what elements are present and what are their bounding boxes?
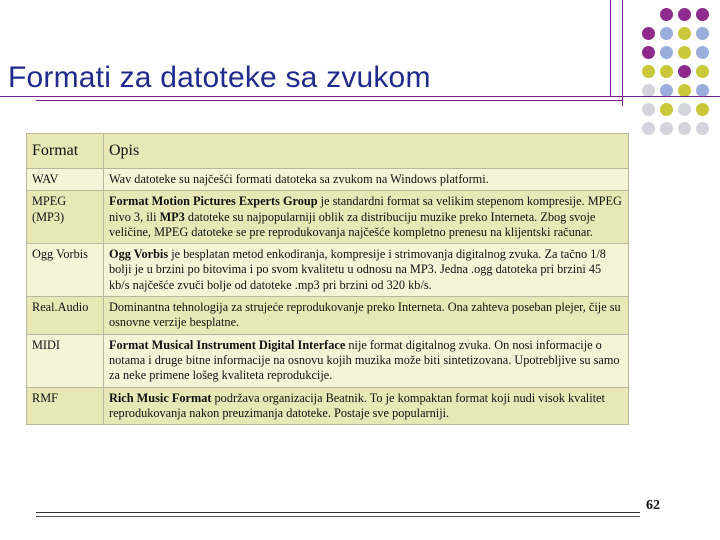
title-underline <box>0 96 720 97</box>
page-title: Formati za datoteke sa zvukom <box>8 61 431 94</box>
description-text: Dominantna tehnologija za strujeće reprodukovanje preko Interneta. Ona zahteva poseban plejer, čije su osnovne verzije besplatne. <box>109 300 621 330</box>
decorative-dot <box>678 27 691 40</box>
description-bold-text: Ogg Vorbis <box>109 247 169 262</box>
description-cell <box>104 169 629 191</box>
description-bold-text: Format Musical Instrument Digital Interface <box>109 337 346 352</box>
table-header-row <box>27 134 629 169</box>
table-row <box>27 334 629 387</box>
description-text: Wav datoteke su najčešći formati datoteka sa zvukom na Windows platformi. <box>109 172 489 186</box>
description-cell <box>104 191 629 244</box>
decorative-dot <box>660 8 673 21</box>
decorative-dot <box>660 46 673 59</box>
format-cell: Real.Audio <box>27 297 104 335</box>
description-cell <box>104 334 629 387</box>
decorative-dot <box>678 46 691 59</box>
format-cell: Ogg Vorbis <box>27 244 104 297</box>
decorative-dot <box>696 46 709 59</box>
description-cell <box>104 244 629 297</box>
decorative-dot <box>642 65 655 78</box>
decorative-dot <box>642 46 655 59</box>
decorative-dot <box>696 103 709 116</box>
decorative-dot <box>696 8 709 21</box>
footer-line <box>36 512 640 513</box>
table-row <box>27 191 629 244</box>
page-number: 62 <box>646 498 660 513</box>
table-row <box>27 169 629 191</box>
footer-line-2 <box>36 516 640 517</box>
description-text: je besplatan metod enkodiranja, kompresije i strimovanja digitalnog zvuka. Za tačno 1/8 bolji je u brzini po bitovima i po svom kvalitetu u odnosu na MP3. Jedna .ogg datoteka pri brzini 45 kb/s najčešće zvuči bolje od datoteke .mp3 pri brzini od 320 kb/s. <box>109 247 606 292</box>
format-cell: WAV <box>27 169 104 191</box>
decorative-dot <box>696 27 709 40</box>
decorative-dot <box>696 122 709 135</box>
table-row <box>27 244 629 297</box>
description-text: datoteke su najpopularniji oblik za distribuciju muzike preko Interneta. Zbog svoje veličine, MPEG datoteke se pre reprodukovanja najčešće kompletno prenesu na klijentski računar. <box>109 209 596 239</box>
vertical-accent-line <box>610 0 611 96</box>
description-text: je standardni format sa velikim stepenom kompresije. MPEG nivo 3, ili <box>109 194 622 224</box>
decorative-dot <box>678 122 691 135</box>
decorative-dot-grid <box>640 8 720 148</box>
decorative-dot <box>642 103 655 116</box>
decorative-dot <box>696 65 709 78</box>
format-cell: MIDI <box>27 334 104 387</box>
decorative-dot <box>642 27 655 40</box>
decorative-dot <box>660 65 673 78</box>
decorative-dot <box>642 122 655 135</box>
description-cell <box>104 387 629 425</box>
description-bold-text: Format Motion Pictures Experts Group <box>109 194 318 209</box>
decorative-dot <box>678 103 691 116</box>
description-text: nije format digitalnog zvuka. On nosi informacije o notama i druge bitne informacije na osnovu kojih muzika može biti sintetizovana. Upotrebljive su samo za neke primene lošeg kvaliteta reprodukcije. <box>109 337 620 383</box>
format-cell: MPEG (MP3) <box>27 191 104 244</box>
description-bold-text: MP3 <box>159 209 185 224</box>
table-row <box>27 387 629 425</box>
description-bold-text: Rich Music Format <box>109 390 212 405</box>
table-row <box>27 297 629 335</box>
header-description: Opis <box>104 134 629 169</box>
description-cell <box>104 297 629 335</box>
decorative-dot <box>660 27 673 40</box>
decorative-dot <box>678 8 691 21</box>
header-format: Format <box>27 134 104 169</box>
decorative-dot <box>660 103 673 116</box>
title-underline-2 <box>36 100 622 101</box>
formats-table <box>26 133 629 425</box>
vertical-accent-line-2 <box>622 0 623 106</box>
decorative-dot <box>678 65 691 78</box>
description-text: podržava organizacija Beatnik. To je kompaktan format koji nudi visok kvalitet reprodukovanja nakon preuzimanja datoteke. Postaje sve popularniji. <box>109 390 605 420</box>
decorative-dot <box>660 122 673 135</box>
format-cell: RMF <box>27 387 104 425</box>
